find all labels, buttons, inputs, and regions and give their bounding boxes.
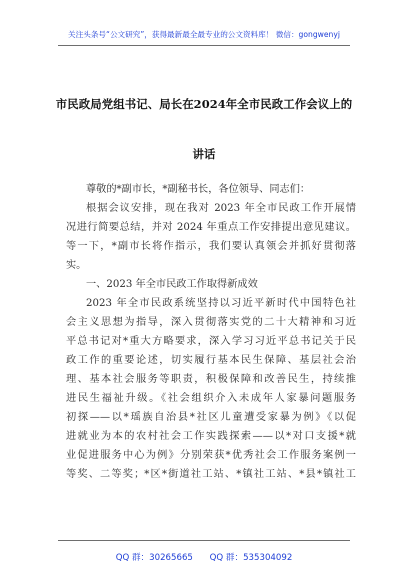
document-title-line-1: 市民政局党组书记、局长在2024年全市民政工作会议上的 — [55, 97, 353, 111]
paragraph-1-line: 根据会议安排，现在我对 2023 年全市民政工作开展情 — [86, 203, 356, 214]
salutation: 尊敬的*副市长，*副秘书长，各位领导、同志们： — [86, 184, 311, 195]
paragraph-2-line: 进民生福祉升级。《社会组织介入未成年人家暴问题服务 — [66, 393, 356, 404]
footer-qq-group-1: QQ 群：30265665 — [115, 553, 193, 563]
paragraph-2-line: 会主义思想为指导，深入贯彻落实党的二十大精神和习近 — [66, 317, 356, 328]
paragraph-2-line: 初探——以*瑶族自治县*社区儿童遭受家暴为例》《以促 — [66, 412, 356, 423]
paragraph-2-line: 进就业为本的农村社会工作实践探索——以*对口支援*就 — [66, 431, 356, 442]
paragraph-2-line: 政工作的重要论述，切实履行基本民生保障、基层社会治 — [66, 355, 356, 366]
header-divider — [58, 45, 350, 46]
paragraph-2-line: 2023 年全市民政系统坚持以习近平新时代中国特色社 — [86, 298, 356, 309]
paragraph-2-line: 平总书记对*重大方略要求，深入学习习近平总书记关于民 — [66, 336, 356, 347]
paragraph-2-line: 业促进服务中心为例》分别荣获*优秀社会工作服务案例一 — [66, 450, 356, 461]
paragraph-2-line: 等奖、二等奖；*区*街道社工站、*镇社工站、*县*镇社工 — [66, 469, 356, 480]
footer-qq-group-2: QQ 群：535304092 — [209, 553, 293, 563]
paragraph-1-line: 等一下，*副市长将作指示，我们要认真领会并抓好贯彻落 — [66, 241, 356, 252]
footer-divider — [58, 540, 350, 541]
section-heading: 一、2023 年全市民政工作取得新成效 — [86, 279, 258, 290]
paragraph-1-line: 况进行简要总结，并对 2024 年重点工作安排提出意见建议。 — [66, 222, 356, 233]
paragraph-2-line: 理、基本社会服务等职责，积极保障和改善民生，持续推 — [66, 374, 356, 385]
document-body — [66, 180, 356, 484]
paragraph-1-line: 实。 — [66, 260, 87, 271]
footer — [0, 551, 408, 563]
header-banner: 关注头条号“公文研究”，获得最新最全最专业的公文资料库！ 微信：gongwenyj — [68, 30, 340, 39]
document-title-line-2: 讲话 — [192, 147, 216, 161]
